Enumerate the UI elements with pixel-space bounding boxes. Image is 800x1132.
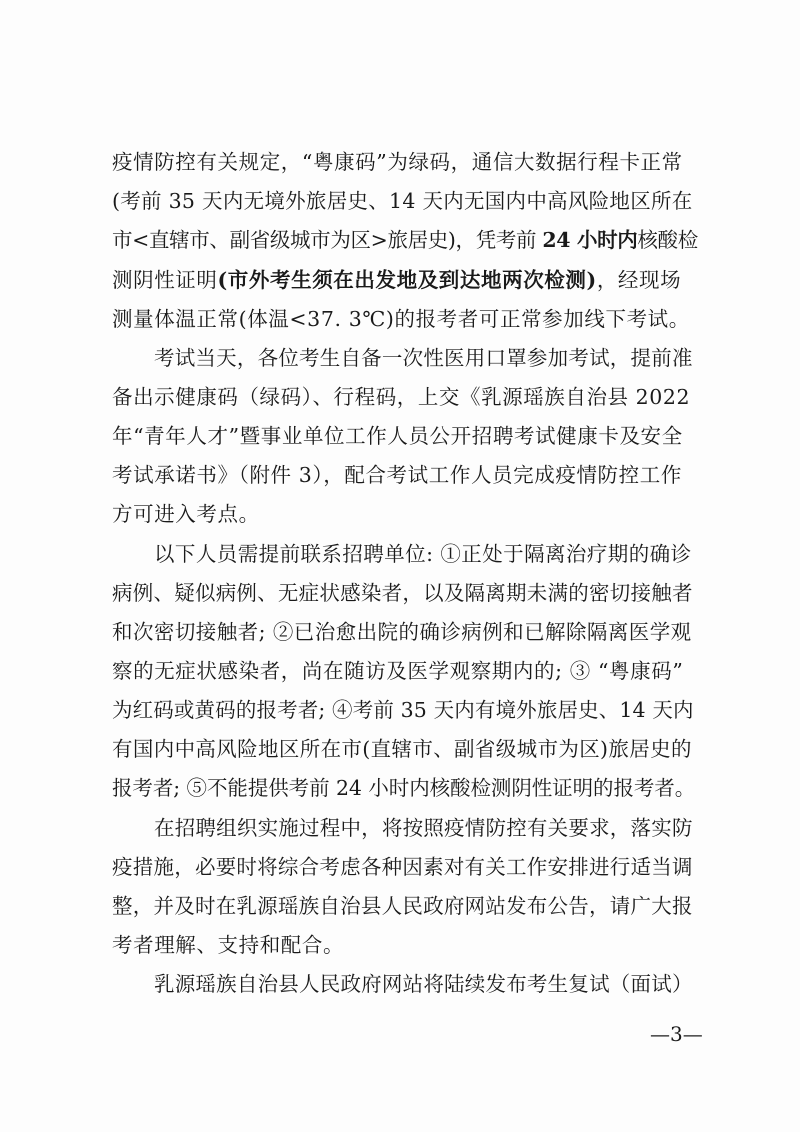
line-text: 病例、疑似病例、无症状感染者，以及隔离期未满的密切接触者: [112, 581, 693, 605]
text-line: [112, 387, 690, 408]
line-text: 疫情防控有关规定，“粤康码”为绿码，通信大数据行程卡正常: [112, 150, 683, 174]
line-text: 为红码或黄码的报考者; ④考前 35 天内有境外旅居史、14 天内: [112, 698, 694, 722]
line-text: 疫措施，必要时将综合考虑各种因素对有关工作安排进行适当调: [112, 855, 693, 879]
line-text: ，经现场: [596, 268, 682, 292]
text-line: [112, 270, 681, 291]
line-text: 测量体温正常(体温<37. 3℃)的报考者可正常参加线下考试。: [112, 307, 690, 331]
text-line: [154, 974, 693, 995]
text-line: [112, 426, 683, 447]
line-text: 报考者; ⑤不能提供考前 24 小时内核酸检测阴性证明的报考者。: [112, 776, 696, 800]
text-line: [112, 230, 698, 251]
line-text: 以下人员需提前联系招聘单位: ①正处于隔离治疗期的确诊: [154, 542, 692, 566]
line-text: 在招聘组织实施过程中，将按照疫情防控有关要求，落实防: [154, 816, 693, 840]
line-text: 有国内中高风险地区所在市(直辖市、副省级城市为区)旅居史的: [112, 737, 692, 761]
text-line: [112, 661, 683, 682]
text-line: [112, 152, 683, 173]
text-line: [112, 778, 695, 799]
bold-text: 24 小时内: [542, 228, 638, 252]
text-line: [112, 935, 344, 956]
text-line: [112, 896, 693, 917]
line-text: 市<直辖市、副省级城市为区>旅居史)，凭考前: [112, 228, 543, 252]
line-text: 方可进入考点。: [112, 502, 260, 526]
text-line: [154, 348, 693, 369]
line-text: 核酸检: [637, 228, 698, 252]
line-text: 整，并及时在乳源瑶族自治县人民政府网站发布公告，请广大报: [112, 894, 693, 918]
line-text: 考试当天，各位考生自备一次性医用口罩参加考试，提前准: [154, 346, 693, 370]
text-line: [112, 622, 692, 643]
text-line: [154, 544, 692, 565]
text-line: [112, 309, 690, 330]
line-text: 察的无症状感染者，尚在随访及医学观察期内的; ③ “粤康码”: [112, 659, 684, 683]
bold-text: (市外考生须在出发地及到达地两次检测): [217, 268, 597, 292]
line-text: 备出示健康码（绿码）、行程码，上交《乳源瑶族自治县 2022: [112, 385, 691, 409]
line-text: 和次密切接触者; ②已治愈出院的确诊病例和已解除隔离医学观: [112, 620, 692, 644]
text-line: [112, 857, 693, 878]
line-text: 年“青年人才”暨事业单位工作人员公开招聘考试健康卡及安全: [112, 424, 683, 448]
text-line: [112, 583, 693, 604]
line-text: (考前 35 天内无境外旅居史、14 天内无国内中高风险地区所在: [112, 189, 693, 213]
line-text: 考试承诺书》（附件 3），配合考试工作人员完成疫情防控工作: [112, 463, 682, 487]
line-text: 考者理解、支持和配合。: [112, 933, 345, 957]
text-line: [112, 191, 693, 212]
text-line: [154, 818, 693, 839]
text-line: [112, 504, 260, 525]
line-text: 测阴性证明: [112, 268, 218, 292]
text-line: [112, 700, 694, 721]
text-line: [112, 739, 692, 760]
line-text: 乳源瑶族自治县人民政府网站将陆续发布考生复试（面试）: [154, 972, 693, 996]
page-number: —3—: [650, 1022, 703, 1046]
text-line: [112, 465, 682, 486]
